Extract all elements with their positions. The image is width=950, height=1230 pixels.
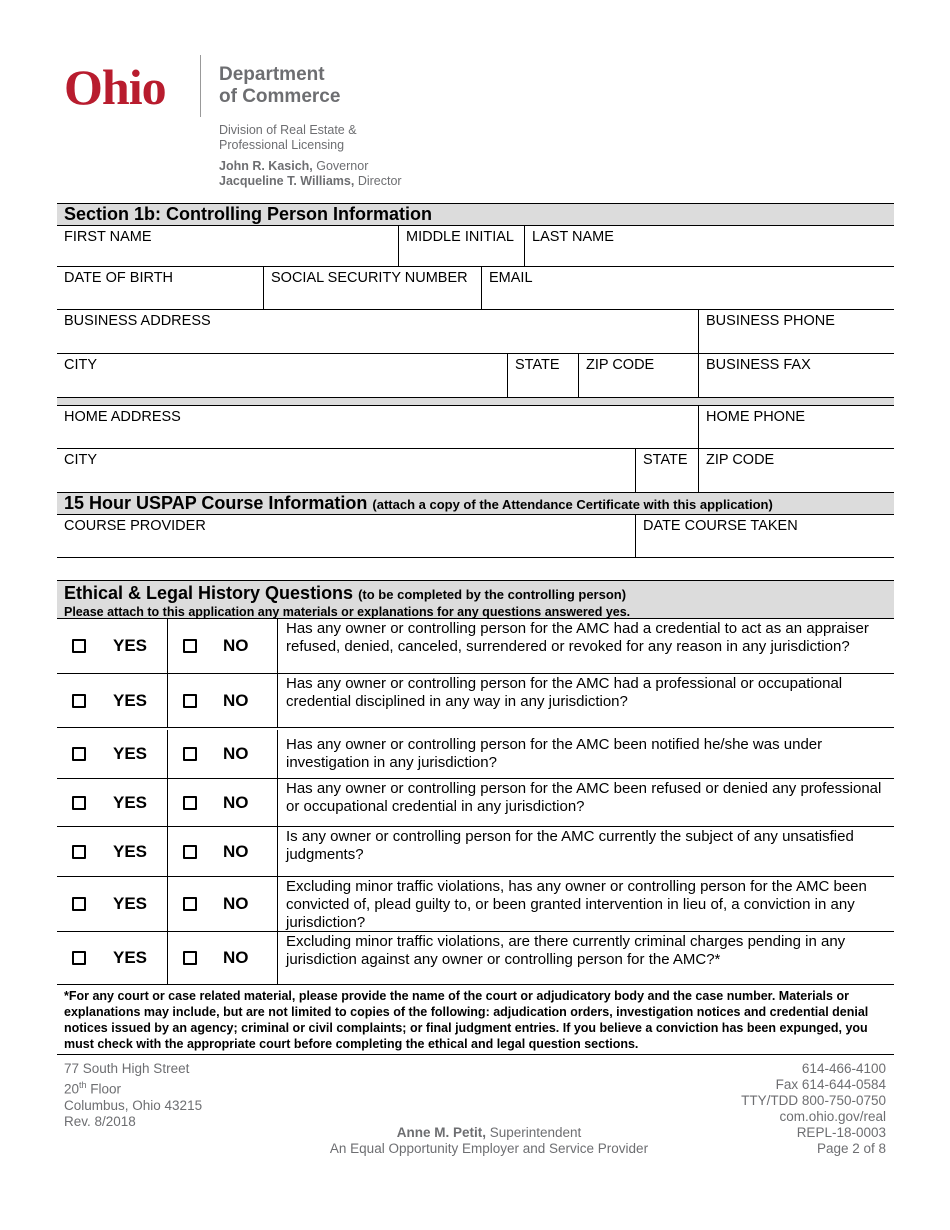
dob-row [57,267,894,310]
yes-label: YES [113,690,148,710]
form-id: REPL-18-0003 [796,1125,886,1140]
question-text: Has any owner or controlling person for the AMC had a credential to act as an appraiser refused, denied, canceled, surrendered or revoked for any reason in any jurisdiction? [286,620,869,655]
home-phone-label: HOME PHONE [706,409,806,425]
uspap-note: (attach a copy of the Attendance Certificate with this application) [372,497,773,512]
superintendent [314,1125,664,1141]
business-state-label: STATE [515,357,560,373]
yes-checkbox-icon[interactable] [72,796,86,810]
no-option[interactable] [168,779,278,826]
question-row [57,727,894,778]
letterhead [0,0,950,200]
superintendent-title: Superintendent [485,1125,582,1140]
ethics-title [64,583,887,605]
ethics-title-note: (to be completed by the controlling person) [358,587,627,602]
yes-checkbox-icon[interactable] [72,845,86,859]
business-address-field[interactable] [57,310,699,353]
floor-suffix: th [79,1080,87,1090]
uspap-title [57,493,894,514]
spacer [57,558,894,580]
yes-option[interactable] [57,932,168,984]
middle-initial-field[interactable] [399,226,525,266]
division-line-2: Professional Licensing [219,138,345,152]
yes-label: YES [113,792,148,812]
uspap-title-text: 15 Hour USPAP Course Information [64,493,368,513]
business-fax-label: BUSINESS FAX [706,357,811,373]
no-label: NO [223,841,249,861]
question-row [57,876,894,931]
yes-checkbox-icon[interactable] [72,897,86,911]
tty: TTY/TDD 800-750-0750 [741,1093,886,1108]
ssn-field[interactable] [264,267,482,309]
last-name-field[interactable] [525,226,894,266]
yes-option[interactable] [57,619,168,673]
floor-word: Floor [86,1081,122,1097]
dob-label: DATE OF BIRTH [64,270,174,286]
business-zip-field[interactable] [579,354,699,397]
yes-checkbox-icon[interactable] [72,694,86,708]
logo-divider [200,55,201,117]
question-text: Has any owner or controlling person for the AMC had a professional or occupational credential disciplined in any way in any jurisdiction? [286,675,843,710]
director-name: Jacqueline T. Williams, [219,174,355,188]
business-zip-label: ZIP CODE [586,357,655,373]
business-address-row [57,310,894,354]
no-option[interactable] [168,877,278,931]
ssn-label: SOCIAL SECURITY NUMBER [271,270,468,286]
yes-checkbox-icon[interactable] [72,639,86,653]
no-checkbox-icon[interactable] [183,694,197,708]
home-city-field[interactable] [57,449,636,492]
question-row [57,778,894,826]
yes-checkbox-icon[interactable] [72,951,86,965]
no-label: NO [223,744,249,763]
no-label: NO [223,894,249,913]
equal-opportunity: An Equal Opportunity Employer and Service Provider [329,1141,649,1156]
footer-address [64,1061,202,1130]
ethics-title-text: Ethical & Legal History Questions [64,583,354,603]
date-course-taken-field[interactable] [636,515,894,557]
question-text: Excluding minor traffic violations, has any owner or controlling person for the AMC been convicted of, plead guilty to, or been granted intervention in lieu of, a conviction in any jurisdiction? [286,878,867,931]
yes-option[interactable] [57,779,168,826]
street-address: 77 South High Street [64,1061,190,1076]
governor-line [219,159,402,174]
question-text: Excluding minor traffic violations, are there currently criminal charges pending in any jurisdiction against any owner or controlling person for the AMC?* [286,933,846,968]
business-phone-field[interactable] [699,310,894,353]
dept-line-2: of Commerce [219,86,341,107]
no-checkbox-icon[interactable] [183,951,197,965]
first-name-field[interactable] [57,226,399,266]
no-label: NO [223,948,249,967]
business-phone-label: BUSINESS PHONE [706,313,835,329]
revision-date: Rev. 8/2018 [64,1113,136,1129]
department-name [219,64,340,108]
no-option[interactable] [168,932,278,984]
home-zip-field[interactable] [699,449,894,492]
question-text: Has any owner or controlling person for the AMC been refused or denied any professional or occupational credential in any jurisdiction? [286,780,882,815]
home-address-label: HOME ADDRESS [64,409,181,425]
yes-option[interactable] [57,827,168,876]
yes-label: YES [113,744,148,763]
business-city-row [57,354,894,398]
no-label: NO [223,690,249,710]
business-address-label: BUSINESS ADDRESS [64,313,211,329]
fax: Fax 614-644-0584 [775,1077,886,1092]
no-checkbox-icon[interactable] [183,639,197,653]
phone: 614-466-4100 [801,1061,886,1076]
home-phone-field[interactable] [699,406,894,448]
no-checkbox-icon[interactable] [183,845,197,859]
yes-label: YES [113,636,148,655]
no-checkbox-icon[interactable] [183,747,197,761]
question-row [57,931,894,984]
home-city-row [57,449,894,493]
page-number: Page 2 of 8 [816,1141,886,1156]
yes-option[interactable] [57,877,168,931]
dob-field[interactable] [57,267,264,309]
director-line [219,174,402,189]
yes-label: YES [113,894,148,913]
yes-label: YES [113,841,148,861]
home-address-field[interactable] [57,406,699,448]
no-option[interactable] [168,674,278,727]
business-city-label: CITY [64,357,98,373]
home-city-label: CITY [64,452,98,468]
home-state-label: STATE [643,452,688,468]
home-address-row [57,406,894,449]
email-field[interactable] [482,267,894,309]
ethics-header [57,580,894,618]
division-name [219,123,357,153]
home-zip-label: ZIP CODE [706,452,775,468]
governor-title: Governor [312,159,369,173]
date-course-taken-label: DATE COURSE TAKEN [643,518,798,534]
middle-initial-label: MIDDLE INITIAL [406,229,514,245]
superintendent-name: Anne M. Petit, [396,1125,486,1140]
footer-contact [741,1061,886,1157]
question-row [57,826,894,876]
email-label: EMAIL [489,270,533,286]
yes-checkbox-icon[interactable] [72,747,86,761]
section-gap [57,398,894,406]
no-label: NO [223,792,249,812]
application-form [57,203,894,1055]
floor-number: 20 [64,1081,80,1097]
business-state-field[interactable] [508,354,579,397]
footer-center [314,1125,664,1157]
director-title: Director [354,174,402,188]
governor-name: John R. Kasich, [219,159,313,173]
dept-line-1: Department [219,64,325,85]
no-label: NO [223,636,249,655]
no-checkbox-icon[interactable] [183,897,197,911]
course-provider-field[interactable] [57,515,636,557]
city-state-zip: Columbus, Ohio 43215 [64,1097,203,1113]
question-row [57,673,894,727]
question-text: Is any owner or controlling person for the AMC currently the subject of any unsatisfied judgments? [286,828,854,863]
first-name-label: FIRST NAME [64,229,152,245]
no-checkbox-icon[interactable] [183,796,197,810]
yes-option[interactable] [57,674,168,727]
officials [219,159,402,189]
course-row [57,514,894,558]
question-text: Has any owner or controlling person for the AMC been notified he/she was under investigation in any jurisdiction? [286,736,823,771]
no-option[interactable] [168,619,278,673]
business-fax-field[interactable] [699,354,894,397]
home-state-field[interactable] [636,449,699,492]
division-line-1: Division of Real Estate & [219,123,357,137]
name-row [57,225,894,267]
no-option[interactable] [168,827,278,876]
last-name-label: LAST NAME [532,229,614,245]
business-city-field[interactable] [57,354,508,397]
website[interactable]: com.ohio.gov/real [779,1109,886,1124]
yes-label: YES [113,948,148,967]
ohio-logo: Ohio [64,59,166,115]
court-case-footnote: *For any court or case related material, please provide the name of the court or adjudicatory body and the case number. Materials or explanations may include, but are not limited to copies of the following: adjudication orders, investigation notices and credential denial notices issued by an agency; criminal or civil complaints; or final judgment entries. If you believe a conviction has been expunged, you must check with the appropriate court before completing the ethical and legal question sections. [57,984,894,1055]
yes-option[interactable] [57,730,168,778]
ethics-instruction: Please attach to this application any materials or explanations for any questions answered yes. [64,605,631,619]
no-option[interactable] [168,730,278,778]
question-row [57,618,894,673]
section-1b-title: Section 1b: Controlling Person Information [57,203,894,225]
floor [64,1077,202,1098]
course-provider-label: COURSE PROVIDER [64,518,206,534]
